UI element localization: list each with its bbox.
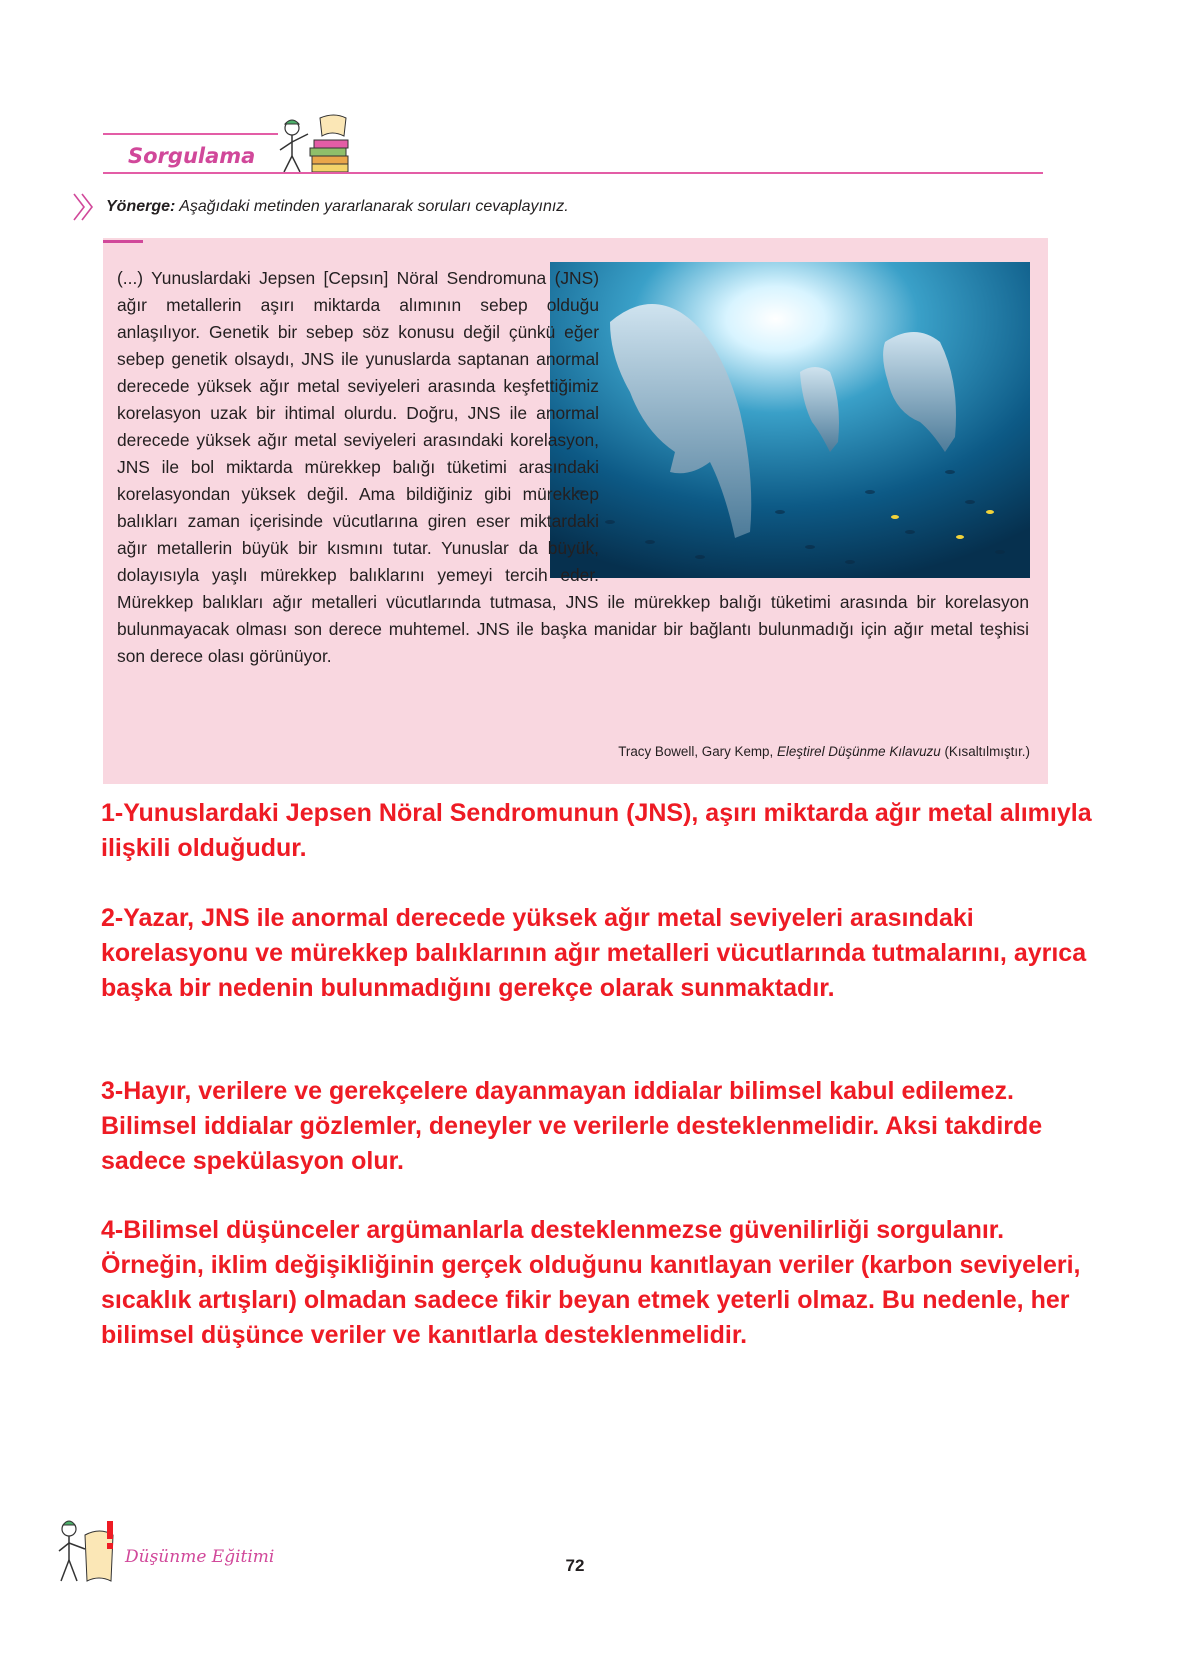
citation-note: (Kısaltılmıştır.) xyxy=(944,744,1030,759)
answer-3: 3-Hayır, verilere ve gerekçelere dayanmayan iddialar bilimsel kabul edilemez. Bilimsel iddialar gözlemler, deneyler ve verilerle desteklenmelidir. Aksi takdirde sadece spekülasyon olur. xyxy=(101,1077,1043,1175)
reading-passage xyxy=(117,265,1029,670)
header-rule xyxy=(103,172,1043,174)
instruction-label: Yönerge: xyxy=(106,198,176,215)
accent-bar xyxy=(103,240,143,243)
reading-body: (...) Yunuslardaki Jepsen [Cepsın] Nöral Sendromuna (JNS) ağır metallerin aşırı miktarda alımının sebep olduğu anlaşılıyor. Genetik bir sebep söz konusu değil çünkü eğer sebep genetik olsaydı, JNS ile yunuslarda saptanan anormal derecede yüksek ağır metal seviyeleri arasında keşfettiğimiz korelasyon uzak bir ihtimal olurdu. Doğru, JNS ile anormal derecede yüksek ağır metal seviyeleri arasındaki korelasyon, JNS ile bol miktarda mürekkep balığı tüketimi arasındaki korelasyondan yüksek değil. Ama bildiğiniz gibi mürekkep balıkları zaman içerisinde vücutlarına giren eser miktardaki ağır metallerin büyük bir kısmını tutar. Yunuslar da büyük, dolayısıyla yaşlı mürekkep balıklarını yemeyi tercih eder. Mürekkep balıkları ağır metalleri vücutlarında tutmasa, JNS ile mürekkep balığı tüketimi arasında bir korelasyon bulunmayacak olması son derece muhtemel. JNS ile başka manidar bir bağlantı bulunmadığı için ağır metal teşhisi son derece olası görünüyor. xyxy=(117,268,1029,666)
instruction xyxy=(106,198,569,216)
section-title: Sorgulama xyxy=(128,144,256,168)
footer-title: Düşünme Eğitimi xyxy=(125,1547,275,1567)
photo-space xyxy=(599,265,1029,582)
answer-4: 4-Bilimsel düşünceler argümanlarla desteklenmezse güvenilirliği sorgulanır. Örneğin, iklim değişikliğinin gerçek olduğunu kanıtlayan veriler (karbon seviyeleri, sıcaklık artışları) olmadan sadece fikir beyan etmek yeterli olmaz. Bu nedenle, her bilimsel düşünce veriler ve kanıtlarla desteklenmelidir. xyxy=(101,1216,1081,1349)
citation-book: Eleştirel Düşünme Kılavuzu xyxy=(776,744,941,759)
answer-1: 1-Yunuslardaki Jepsen Nöral Sendromunun (JNS), aşırı miktarda ağır metal alımıyla ilişkili olduğudur. xyxy=(101,799,1092,862)
citation-authors: Tracy Bowell, Gary Kemp, xyxy=(618,744,774,759)
header-rule-short xyxy=(103,133,278,135)
page-number: 72 xyxy=(565,1556,585,1575)
double-chevron-icon xyxy=(72,192,96,222)
thinking-mascot-icon xyxy=(55,1515,120,1585)
instruction-text: Aşağıdaki metinden yararlanarak soruları cevaplayınız. xyxy=(175,198,569,215)
answer-2: 2-Yazar, JNS ile anormal derecede yüksek ağır metal seviyeleri arasındaki korelasyonu ve mürekkep balıklarının ağır metalleri vücutlarında tutmalarını, ayrıca başka bir nedenin bulunmadığını gerekçe olarak sunmaktadır. xyxy=(101,904,1087,1002)
citation xyxy=(560,744,1030,759)
reader-with-books-icon xyxy=(272,112,364,174)
